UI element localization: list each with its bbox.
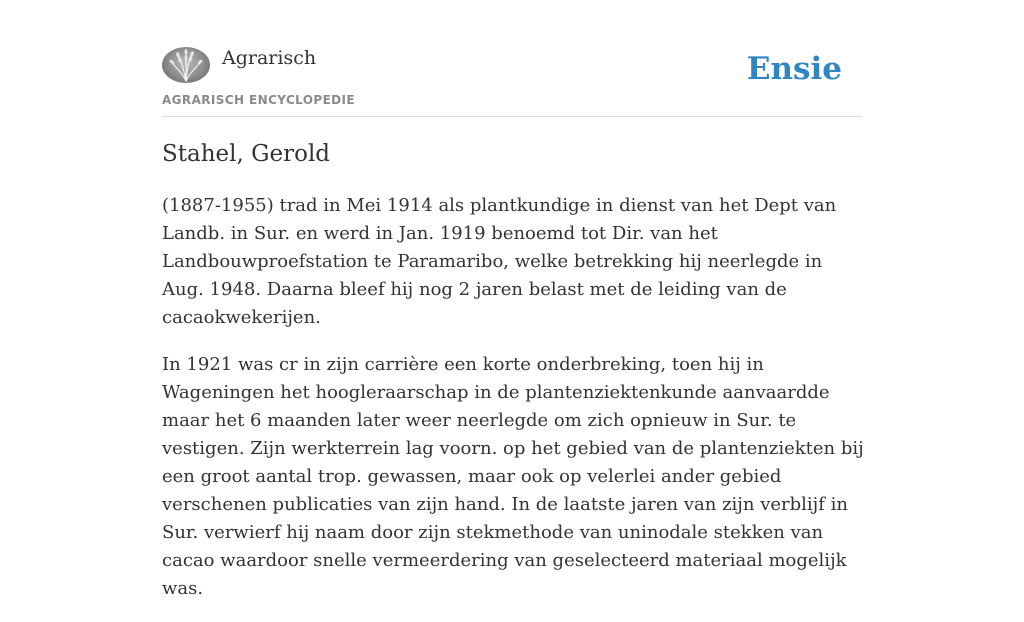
article-paragraph: In 1921 was cr in zijn carrière een korte onderbreking, toen hij in Wageningen het hoogleraarschap in de plantenziektenkunde aanvaardde maar het 6 maanden later weer neerlegde om zich opnieuw in Sur. te vestigen. Zijn werkterrein lag voorn. op het gebied van de plantenziekten bij een groot aantal trop. gewassen, maar ook op velerlei ander gebied verschenen publicaties van zijn hand. In de laatste jaren van zijn verblijf in Sur. verwierf hij naam door zijn stekmethode van uninodale stekken van cacao waardoor snelle vermeerdering van geselecteerd materiaal mogelijk was.	[162, 354, 864, 599]
site-header	[162, 46, 862, 117]
brand-logo[interactable]: Ensie	[746, 51, 842, 87]
wheat-logo-icon[interactable]	[162, 47, 210, 83]
site-subtitle: AGRARISCH ENCYCLOPEDIE	[162, 93, 355, 107]
article-body	[162, 192, 864, 622]
article-paragraph: (1887-1955) trad in Mei 1914 als plantkundige in dienst van het Dept van Landb. in Sur. en werd in Jan. 1919 benoemd tot Dir. van het Landbouwproefstation te Paramaribo, welke betrekking hij neerlegde in Aug. 1948. Daarna bleef hij nog 2 jaren belast met de leiding van de cacaokwekerijen.	[162, 195, 837, 328]
article-title: Stahel, Gerold	[162, 141, 331, 167]
site-name[interactable]: Agrarisch	[222, 47, 317, 69]
